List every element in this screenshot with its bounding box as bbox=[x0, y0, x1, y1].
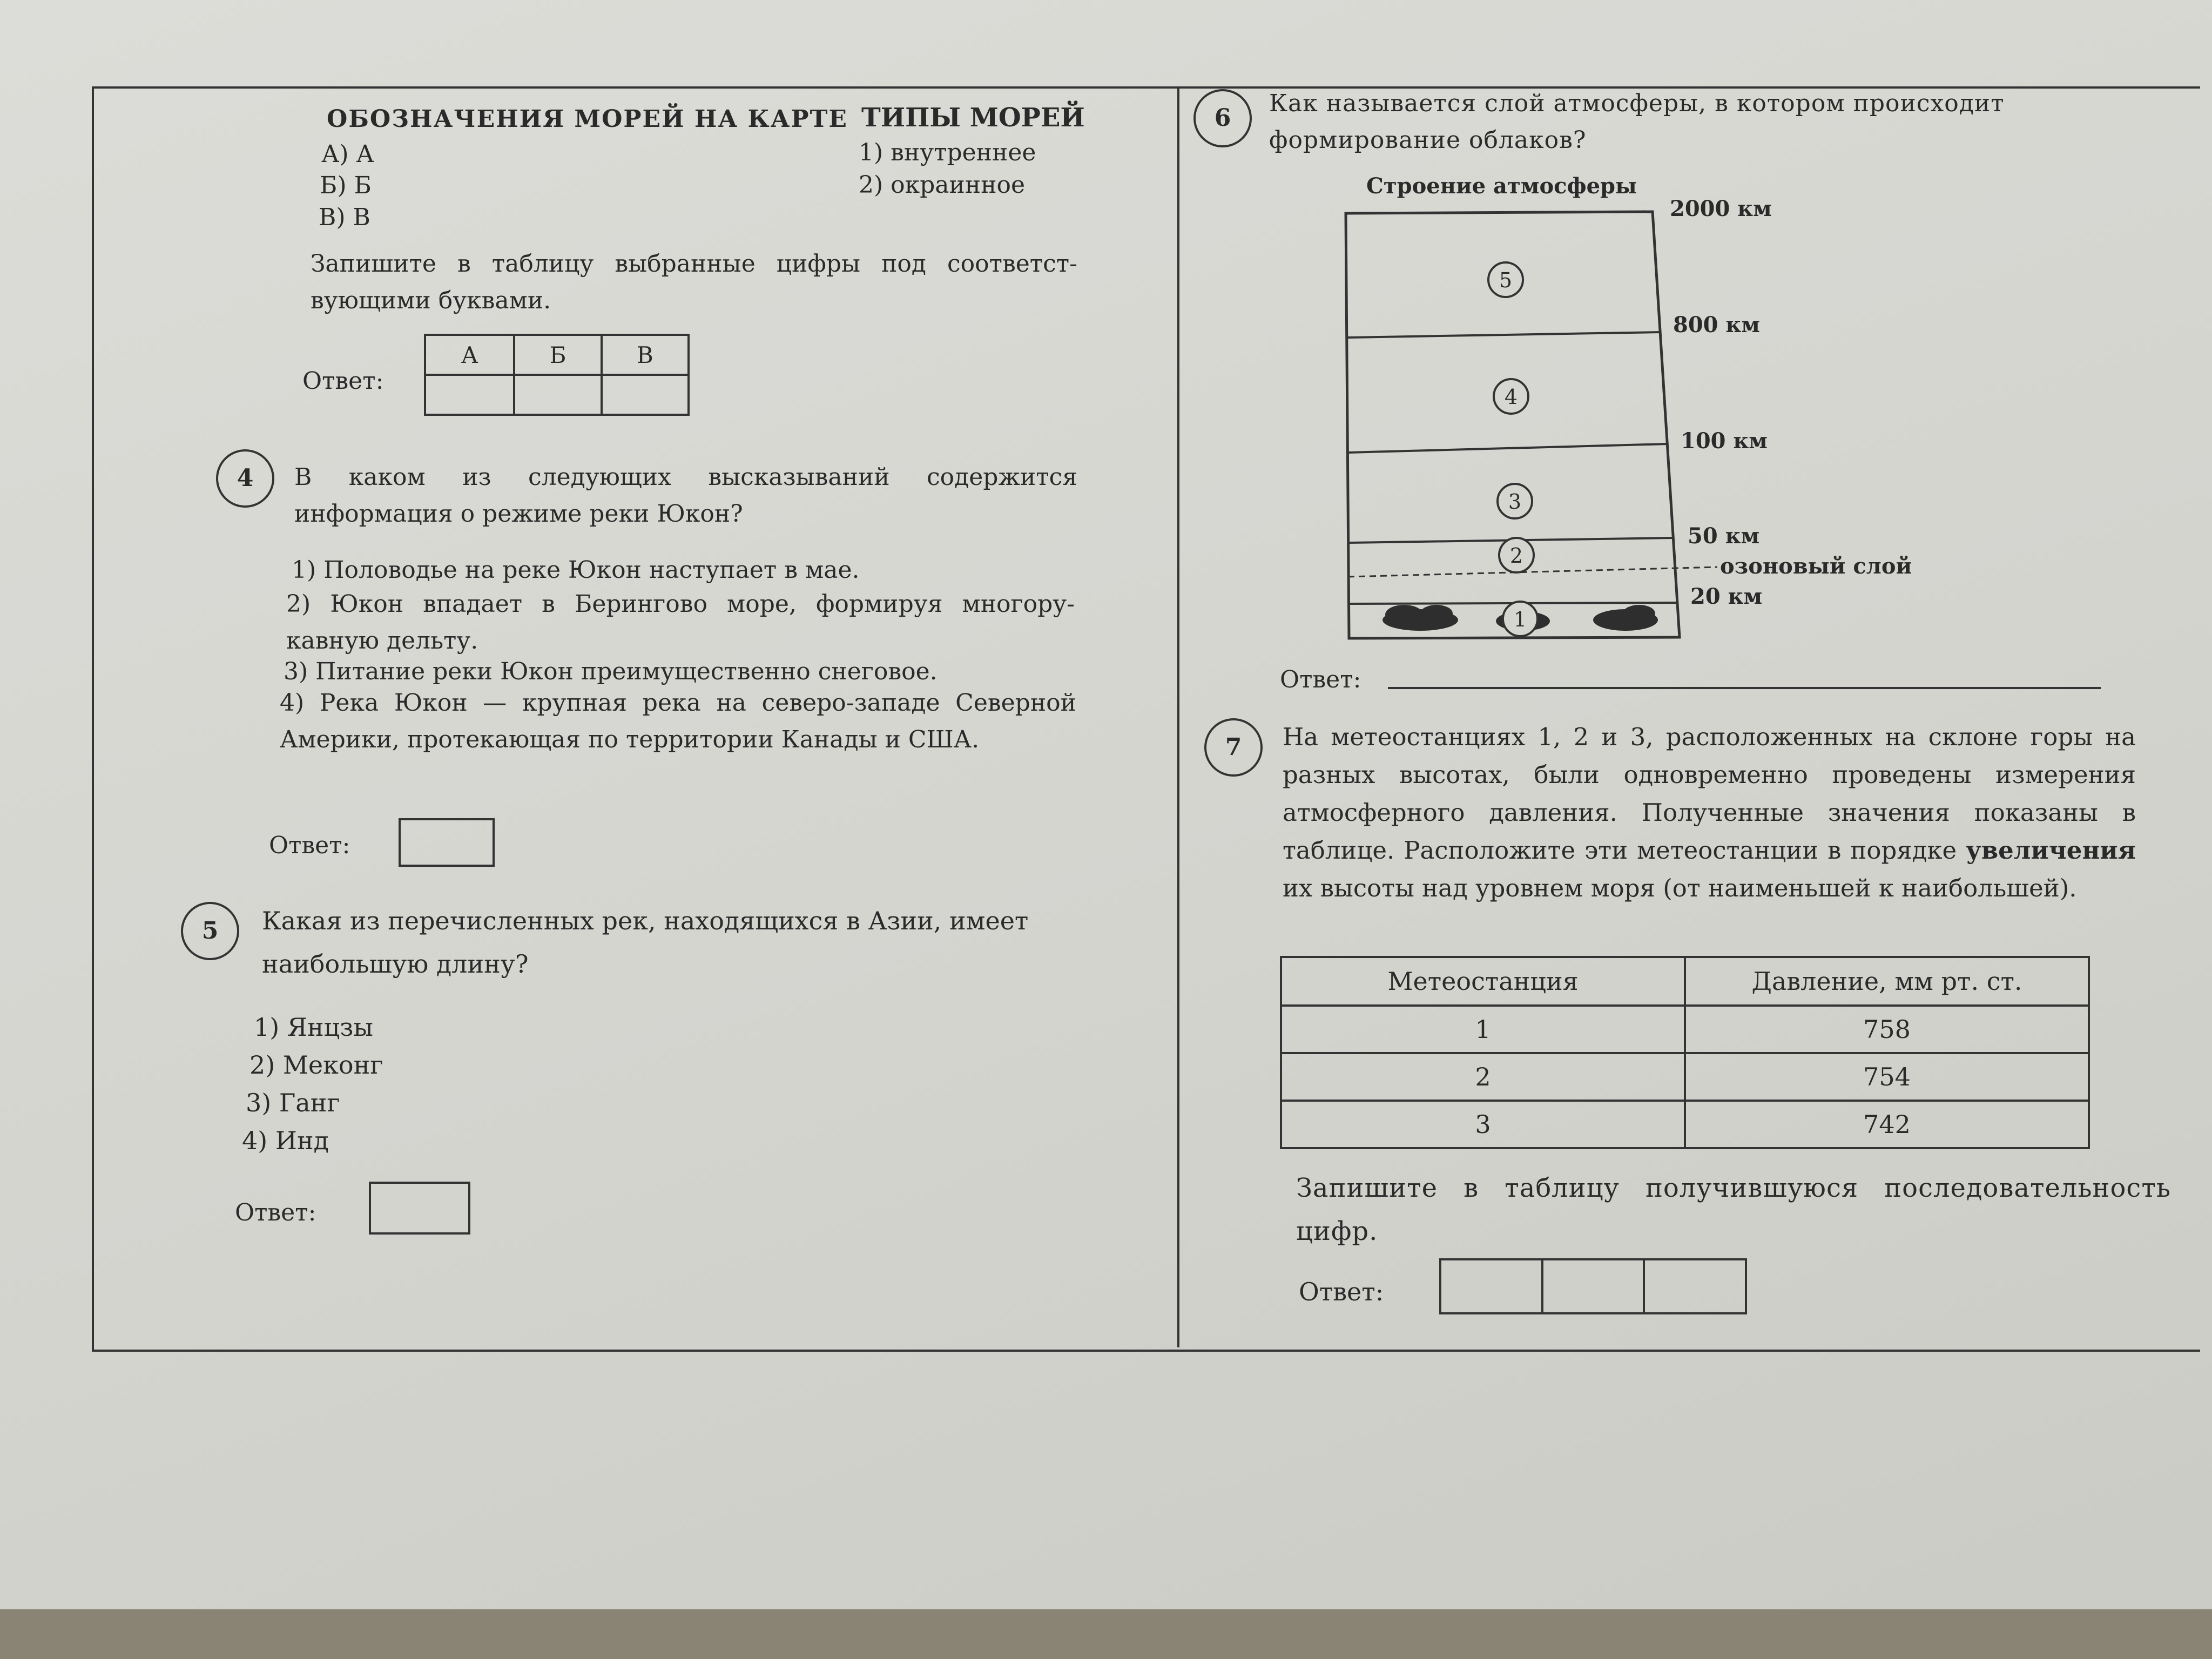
q5-option-4: 4) Инд bbox=[242, 1126, 329, 1155]
answer-cell-c[interactable] bbox=[602, 375, 689, 415]
sea-option-c: В) В bbox=[319, 204, 370, 231]
q6-question: Как называется слой атмосферы, в котором происходит формирование облаков? bbox=[1269, 90, 2005, 154]
cloud-icon bbox=[1382, 605, 1458, 631]
sea-option-a: А) А bbox=[321, 140, 374, 168]
altitude-100: 100 км bbox=[1681, 428, 1768, 454]
q4-question: В каком из следующих высказываний содержится информация о режиме реки Юкон? bbox=[294, 463, 1077, 528]
svg-text:4: 4 bbox=[1504, 385, 1518, 409]
q6-answer-label: Ответ: bbox=[1280, 666, 1361, 693]
q7-number: 7 bbox=[1204, 718, 1263, 777]
altitude-50: 50 км bbox=[1688, 523, 1760, 549]
diagram-title: Строение атмосферы bbox=[1366, 173, 1637, 199]
q7-answer-label: Ответ: bbox=[1299, 1277, 1384, 1306]
q5-option-2: 2) Меконг bbox=[249, 1050, 383, 1080]
types-header: ТИПЫ МОРЕЙ bbox=[861, 103, 1085, 133]
seas-instruction: Запишите в таблицу выбранные цифры под соответст- вующими буквами. bbox=[311, 250, 1077, 314]
q4-number: 4 bbox=[216, 449, 274, 508]
q4-option-4: 4) Река Юкон — крупная река на северо-западе Северной Америки, протекающая по территории Канады и США. bbox=[280, 689, 1076, 753]
boundary-800 bbox=[1347, 332, 1661, 338]
cloud-icon bbox=[1593, 605, 1658, 631]
altitude-800: 800 км bbox=[1673, 312, 1761, 338]
q7-question: На метеостанциях 1, 2 и 3, расположенных на склоне горы на разных высотах, были одновременно проведены измерения атмосферного давления. Полученные значения показаны в таблице. Расположите эти метеостанции в порядке увеличения их высоты над уровнем моря (от наименьшей к наибольшей). bbox=[1283, 723, 2136, 902]
altitude-20: 20 км bbox=[1690, 584, 1763, 609]
q6-number: 6 bbox=[1193, 89, 1252, 147]
layer-label-5 bbox=[1488, 262, 1523, 297]
q5-question: Какая из перечисленных рек, находящихся в Азии, имеет наибольшую длину? bbox=[262, 906, 1029, 979]
ozone-line bbox=[1348, 567, 1717, 577]
q7-keyword: увеличения bbox=[1966, 836, 2136, 865]
table-row: 1 758 bbox=[1281, 1006, 2089, 1053]
svg-text:1: 1 bbox=[1513, 608, 1527, 631]
q5-answer-label: Ответ: bbox=[235, 1199, 316, 1226]
q5-number: 5 bbox=[181, 902, 239, 960]
svg-text:2: 2 bbox=[1509, 544, 1523, 568]
seas-answer-table bbox=[424, 334, 690, 416]
table-header-station: Метеостанция bbox=[1281, 957, 1685, 1006]
boundary-100 bbox=[1348, 444, 1668, 453]
q7-answer-cell-1[interactable] bbox=[1440, 1259, 1542, 1313]
sea-option-b: Б) Б bbox=[320, 172, 372, 199]
type-option-2: 2) окраинное bbox=[859, 171, 1026, 199]
layer-label-3 bbox=[1498, 484, 1532, 518]
q4-option-3: 3) Питание реки Юкон преимущественно снеговое. bbox=[284, 658, 938, 685]
pressure-table bbox=[1280, 956, 2090, 1149]
q4-option-2: 2) Юкон впадает в Берингово море, формируя многору- кавную дельту. bbox=[286, 590, 1075, 655]
type-option-1: 1) внутреннее bbox=[859, 139, 1036, 166]
q5-option-1: 1) Янцзы bbox=[254, 1013, 373, 1042]
answer-col-a: А bbox=[425, 335, 514, 375]
svg-text:5: 5 bbox=[1499, 268, 1513, 292]
altitude-2000: 2000 км bbox=[1670, 196, 1772, 221]
layer-label-4 bbox=[1494, 379, 1528, 414]
q4-answer-label: Ответ: bbox=[269, 832, 350, 859]
seas-header: ОБОЗНАЧЕНИЯ МОРЕЙ НА КАРТЕ bbox=[327, 105, 848, 133]
answer-cell-a[interactable] bbox=[425, 375, 514, 415]
table-row: 3 742 bbox=[1281, 1101, 2089, 1148]
q5-answer-box[interactable] bbox=[369, 1182, 470, 1235]
layer-label-2 bbox=[1499, 538, 1534, 572]
q7-answer-table bbox=[1439, 1258, 1747, 1314]
svg-text:3: 3 bbox=[1508, 490, 1522, 514]
q4-option-1: 1) Половодье на реке Юкон наступает в мае. bbox=[292, 556, 860, 584]
q7-instruction: Запишите в таблицу получившуюся последовательность цифр. bbox=[1296, 1173, 2171, 1246]
table-surface bbox=[0, 1609, 2212, 1659]
q7-answer-cell-3[interactable] bbox=[1644, 1259, 1746, 1313]
seas-answer-label: Ответ: bbox=[302, 367, 384, 395]
answer-col-c: В bbox=[602, 335, 689, 375]
q7-answer-cell-2[interactable] bbox=[1542, 1259, 1644, 1313]
q4-answer-box[interactable] bbox=[399, 818, 495, 867]
q5-option-3: 3) Ганг bbox=[246, 1088, 340, 1117]
table-row: 2 754 bbox=[1281, 1053, 2089, 1101]
q6-answer-line[interactable] bbox=[1388, 687, 2101, 689]
ozone-label: озоновый слой bbox=[1720, 554, 1912, 579]
layer-label-1 bbox=[1503, 602, 1537, 636]
answer-cell-b[interactable] bbox=[514, 375, 601, 415]
answer-col-b: Б bbox=[514, 335, 601, 375]
column-divider bbox=[1177, 86, 1179, 1347]
atmosphere-diagram bbox=[1339, 167, 1933, 653]
atmosphere-column bbox=[1346, 212, 1680, 638]
table-header-pressure: Давление, мм рт. ст. bbox=[1685, 957, 2089, 1006]
